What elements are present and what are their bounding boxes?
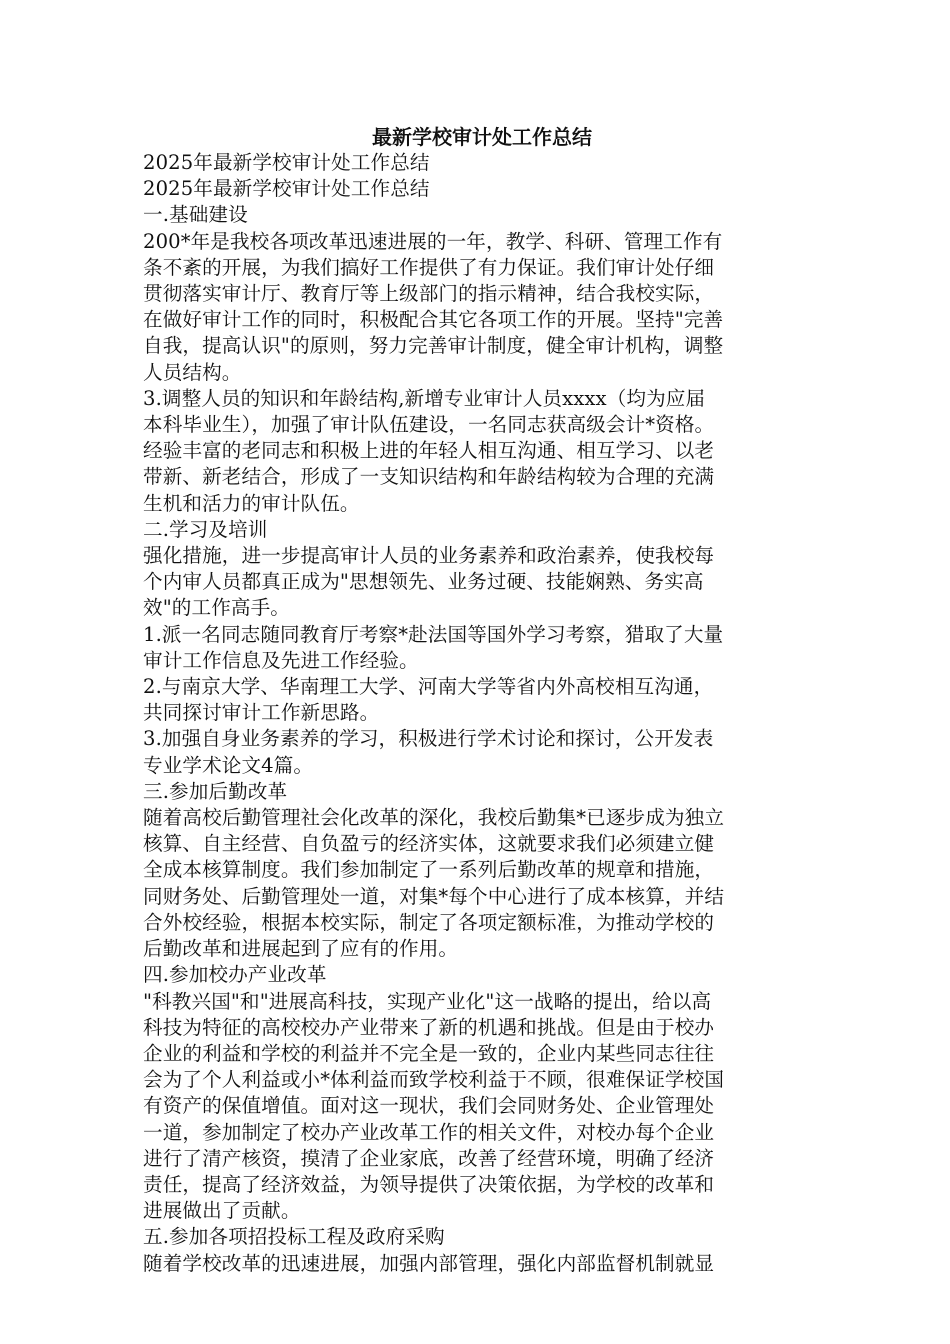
document-body xyxy=(143,124,809,1277)
text-line: 后勤改革和进展起到了应有的作用。 xyxy=(143,937,459,961)
text-line: 人员结构。 xyxy=(143,360,242,384)
text-line: 经验丰富的老同志和积极上进的年轻人相互沟通、相互学习、以老 xyxy=(143,439,715,463)
text-line: 3.加强自身业务素养的学习，积极进行学术讨论和探讨，公开发表 xyxy=(143,727,714,751)
text-line: 随着学校改革的迅速进展，加强内部管理，强化内部监督机制就显 xyxy=(143,1251,715,1275)
text-line: 四.参加校办产业改革 xyxy=(143,963,327,987)
text-line: 企业的利益和学校的利益并不完全是一致的，企业内某些同志往往 xyxy=(143,1041,715,1065)
document-title: 最新学校审计处工作总结 xyxy=(372,125,592,149)
text-line: 共同探讨审计工作新思路。 xyxy=(143,701,380,725)
text-line: 个内审人员都真正成为"思想领先、业务过硬、技能娴熟、务实高 xyxy=(143,570,704,594)
text-line: 合外校经验，根据本校实际，制定了各项定额标准，为推动学校的 xyxy=(143,910,715,934)
text-line: 进行了清产核资，摸清了企业家底，改善了经营环境，明确了经济 xyxy=(143,1146,715,1170)
text-line: 强化措施，进一步提高审计人员的业务素养和政治素养，使我校每 xyxy=(143,544,715,568)
text-line: 效"的工作高手。 xyxy=(143,596,290,620)
text-line: 随着高校后勤管理社会化改革的深化，我校后勤集*已逐步成为独立 xyxy=(143,806,725,830)
text-line: 自我，提高认识"的原则，努力完善审计制度，健全审计机构，调整 xyxy=(143,334,724,358)
text-line: 五.参加各项招投标工程及政府采购 xyxy=(143,1225,445,1249)
text-line: 三.参加后勤改革 xyxy=(143,779,288,803)
text-line: 二.学习及培训 xyxy=(143,517,268,541)
text-line: 全成本核算制度。我们参加制定了一系列后勤改革的规章和措施， xyxy=(143,858,715,882)
text-line: 条不紊的开展，为我们搞好工作提供了有力保证。我们审计处仔细 xyxy=(143,255,715,279)
text-line: 200*年是我校各项改革迅速进展的一年，教学、科研、管理工作有 xyxy=(143,229,723,253)
text-line: 科技为特征的高校校办产业带来了新的机遇和挑战。但是由于校办 xyxy=(143,1015,715,1039)
text-line: 2.与南京大学、华南理工大学、河南大学等省内外高校相互沟通， xyxy=(143,675,714,699)
text-line: 2025年最新学校审计处工作总结 xyxy=(143,177,430,201)
text-line: 贯彻落实审计厅、教育厅等上级部门的指示精神，结合我校实际， xyxy=(143,282,715,306)
text-line: 在做好审计工作的同时，积极配合其它各项工作的开展。坚持"完善 xyxy=(143,308,724,332)
text-line: 1.派一名同志随同教育厅考察*赴法国等国外学习考察，猎取了大量 xyxy=(143,622,724,646)
text-line: 带新、新老结合，形成了一支知识结构和年龄结构较为合理的充满 xyxy=(143,465,715,489)
text-line: 会为了个人利益或小*体利益而致学校利益于不顾，很难保证学校国 xyxy=(143,1068,725,1092)
text-line: 同财务处、后勤管理处一道，对集*每个中心进行了成本核算，并结 xyxy=(143,884,725,908)
text-line: 有资产的保值增值。面对这一现状，我们会同财务处、企业管理处 xyxy=(143,1094,715,1118)
text-line: 责任，提高了经济效益，为领导提供了决策依据，为学校的改革和 xyxy=(143,1172,715,1196)
text-line: 一道，参加制定了校办产业改革工作的相关文件，对校办每个企业 xyxy=(143,1120,715,1144)
text-line: 本科毕业生），加强了审计队伍建设，一名同志获高级会计*资格。 xyxy=(143,413,715,437)
text-line: 2025年最新学校审计处工作总结 xyxy=(143,151,430,174)
text-line: "科教兴国"和"进展高科技，实现产业化"这一战略的提出，给以高 xyxy=(143,989,712,1013)
text-line: 3.调整人员的知识和年龄结构,新增专业审计人员xxxx（均为应届 xyxy=(143,386,706,410)
text-line: 进展做出了贡献。 xyxy=(143,1199,301,1223)
text-line: 审计工作信息及先进工作经验。 xyxy=(143,648,419,672)
text-line: 专业学术论文4篇。 xyxy=(143,753,314,777)
text-line: 生机和活力的审计队伍。 xyxy=(143,491,360,515)
text-line: 核算、自主经营、自负盈亏的经济实体，这就要求我们必须建立健 xyxy=(143,832,715,856)
text-line: 一.基础建设 xyxy=(143,203,248,227)
document-text xyxy=(143,150,809,1277)
